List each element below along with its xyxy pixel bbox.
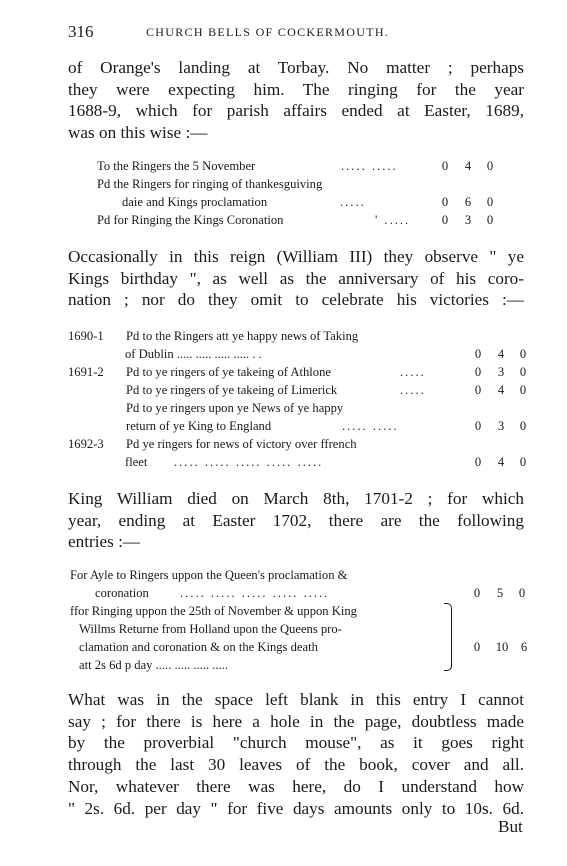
entry-text: att 2s 6d p day ..... ..... ..... ..... bbox=[79, 658, 229, 672]
amount-pence: 0 bbox=[519, 347, 527, 361]
page-header bbox=[68, 22, 440, 42]
amount-pence: 0 bbox=[519, 419, 527, 433]
account-entry bbox=[70, 602, 530, 620]
account-entry bbox=[97, 193, 527, 211]
paragraph-line: King William died on March 8th, 1701-2 ; for which bbox=[68, 489, 524, 508]
amount-pence: 0 bbox=[486, 195, 494, 209]
amount-shillings: 3 bbox=[464, 213, 472, 227]
entry-year: 1690-1 bbox=[68, 329, 104, 343]
account-entry bbox=[68, 345, 528, 363]
paragraph-line: of Orange's landing at Torbay. No matter ; perhaps bbox=[68, 58, 524, 77]
amount-shillings: 4 bbox=[497, 383, 505, 397]
amount-pence: 0 bbox=[486, 159, 494, 173]
entry-text: Pd to the Ringers att ye happy news of Taking bbox=[126, 329, 359, 343]
paragraph-line: " 2s. 6d. per day " for five days amounts only to 10s. 6d. bbox=[68, 798, 524, 818]
amount-pence: 0 bbox=[486, 213, 494, 227]
amount-pounds: 0 bbox=[474, 419, 482, 433]
amount-pounds: 0 bbox=[474, 383, 482, 397]
paragraph-line: entries :— bbox=[68, 532, 141, 552]
amount-pounds: 0 bbox=[441, 195, 449, 209]
amount-pence: 0 bbox=[519, 365, 527, 379]
amount-shillings: 3 bbox=[497, 365, 505, 379]
entry-text: return of ye King to England bbox=[126, 419, 272, 433]
entry-leader: ..... ..... ..... ..... ..... bbox=[174, 455, 324, 469]
entry-leader: ..... ..... ..... ..... ..... bbox=[180, 586, 330, 600]
account-entry bbox=[70, 566, 530, 584]
account-entry bbox=[68, 453, 528, 471]
amount-pence: 0 bbox=[519, 383, 527, 397]
amount-pence: 0 bbox=[519, 455, 527, 469]
amount-shillings: 4 bbox=[464, 159, 472, 173]
paragraph-line: Occasionally in this reign (William III) they observe " ye bbox=[68, 247, 524, 266]
account-entry bbox=[70, 620, 530, 638]
amount-pence: 0 bbox=[518, 586, 526, 600]
entry-text: Willms Returne from Holland upon the Queens pro- bbox=[79, 622, 342, 636]
paragraph-line: through the last 30 leaves of the book, cover and all. bbox=[68, 755, 524, 775]
account-entry bbox=[97, 211, 527, 229]
entry-text: daie and Kings proclamation bbox=[122, 195, 268, 209]
amount-pounds: 0 bbox=[474, 455, 482, 469]
paragraph-line: say ; for there is here a hole in the page, doubtless made bbox=[68, 711, 524, 731]
account-entry bbox=[68, 399, 528, 417]
entry-leader: ' ..... bbox=[375, 213, 411, 227]
entry-text: To the Ringers the 5 November bbox=[97, 159, 256, 173]
amount-pounds: 0 bbox=[473, 640, 481, 654]
paragraph-line: 1688-9, which for parish affairs ended at Easter, 1689, bbox=[68, 101, 524, 121]
entry-text: ffor Ringing uppon the 25th of November & uppon King bbox=[70, 604, 357, 618]
entry-text: Pd to ye ringers upon ye News of ye happy bbox=[126, 401, 344, 415]
page-number: 316 bbox=[68, 22, 94, 41]
amount-shillings: 4 bbox=[497, 455, 505, 469]
entry-text: Pd ye ringers for news of victory over ffrench bbox=[126, 437, 357, 451]
amount-pounds: 0 bbox=[473, 586, 481, 600]
running-title: CHURCH BELLS OF COCKERMOUTH. bbox=[146, 25, 390, 39]
entry-leader: ..... ..... bbox=[341, 159, 398, 173]
account-entry bbox=[70, 638, 530, 656]
account-entry bbox=[70, 656, 530, 674]
entry-text: Pd to ye ringers of ye takeing of Limerick bbox=[126, 383, 338, 397]
account-entry bbox=[68, 327, 528, 345]
entry-brace bbox=[444, 603, 452, 671]
account-entry bbox=[97, 157, 527, 175]
entry-leader: ..... bbox=[400, 383, 426, 397]
entry-year: 1691-2 bbox=[68, 365, 104, 379]
entry-text: Pd to ye ringers of ye takeing of Athlone bbox=[126, 365, 331, 379]
paragraph-line: What was in the space left blank in this entry I cannot bbox=[68, 690, 524, 709]
account-entry bbox=[68, 417, 528, 435]
amount-pounds: 0 bbox=[474, 347, 482, 361]
entry-year: 1692-3 bbox=[68, 437, 104, 451]
paragraph-line: they were expecting him. The ringing for the year bbox=[68, 79, 524, 99]
amount-shillings: 6 bbox=[464, 195, 472, 209]
amount-pounds: 0 bbox=[441, 159, 449, 173]
catchword: But bbox=[498, 817, 523, 836]
entry-text: clamation and coronation & on the Kings death bbox=[79, 640, 318, 654]
amount-pence: 6 bbox=[520, 640, 528, 654]
entry-text: of Dublin ..... ..... ..... ..... . . bbox=[125, 347, 262, 361]
entry-text: For Ayle to Ringers uppon the Queen's proclamation & bbox=[70, 568, 348, 582]
entry-text: Pd the Ringers for ringing of thankesguiving bbox=[97, 177, 323, 191]
paragraph-line: year, ending at Easter 1702, there are the following bbox=[68, 510, 524, 530]
paragraph-line: Kings birthday ", as well as the anniversary of his coro- bbox=[68, 268, 524, 288]
account-entry bbox=[68, 363, 528, 381]
amount-pounds: 0 bbox=[441, 213, 449, 227]
paragraph-line: nation ; nor do they omit to celebrate his victories :— bbox=[68, 290, 524, 310]
entry-text: coronation bbox=[95, 586, 149, 600]
amount-shillings: 10 bbox=[495, 640, 509, 654]
amount-shillings: 3 bbox=[497, 419, 505, 433]
account-entry bbox=[68, 435, 528, 453]
account-entry bbox=[68, 381, 528, 399]
entry-leader: ..... bbox=[400, 365, 426, 379]
amount-pounds: 0 bbox=[474, 365, 482, 379]
amount-shillings: 4 bbox=[497, 347, 505, 361]
entry-text: fleet bbox=[125, 455, 148, 469]
paragraph-line: was on this wise :— bbox=[68, 123, 208, 143]
paragraph-line: by the proverbial "church mouse", as it goes right bbox=[68, 733, 524, 753]
account-entry bbox=[97, 175, 527, 193]
entry-leader: ..... bbox=[340, 195, 366, 209]
entry-leader: ..... ..... bbox=[342, 419, 399, 433]
account-entry bbox=[70, 584, 530, 602]
entry-text: Pd for Ringing the Kings Coronation bbox=[97, 213, 284, 227]
paragraph-line: Nor, whatever there was here, do I understand how bbox=[68, 776, 524, 796]
amount-shillings: 5 bbox=[496, 586, 504, 600]
